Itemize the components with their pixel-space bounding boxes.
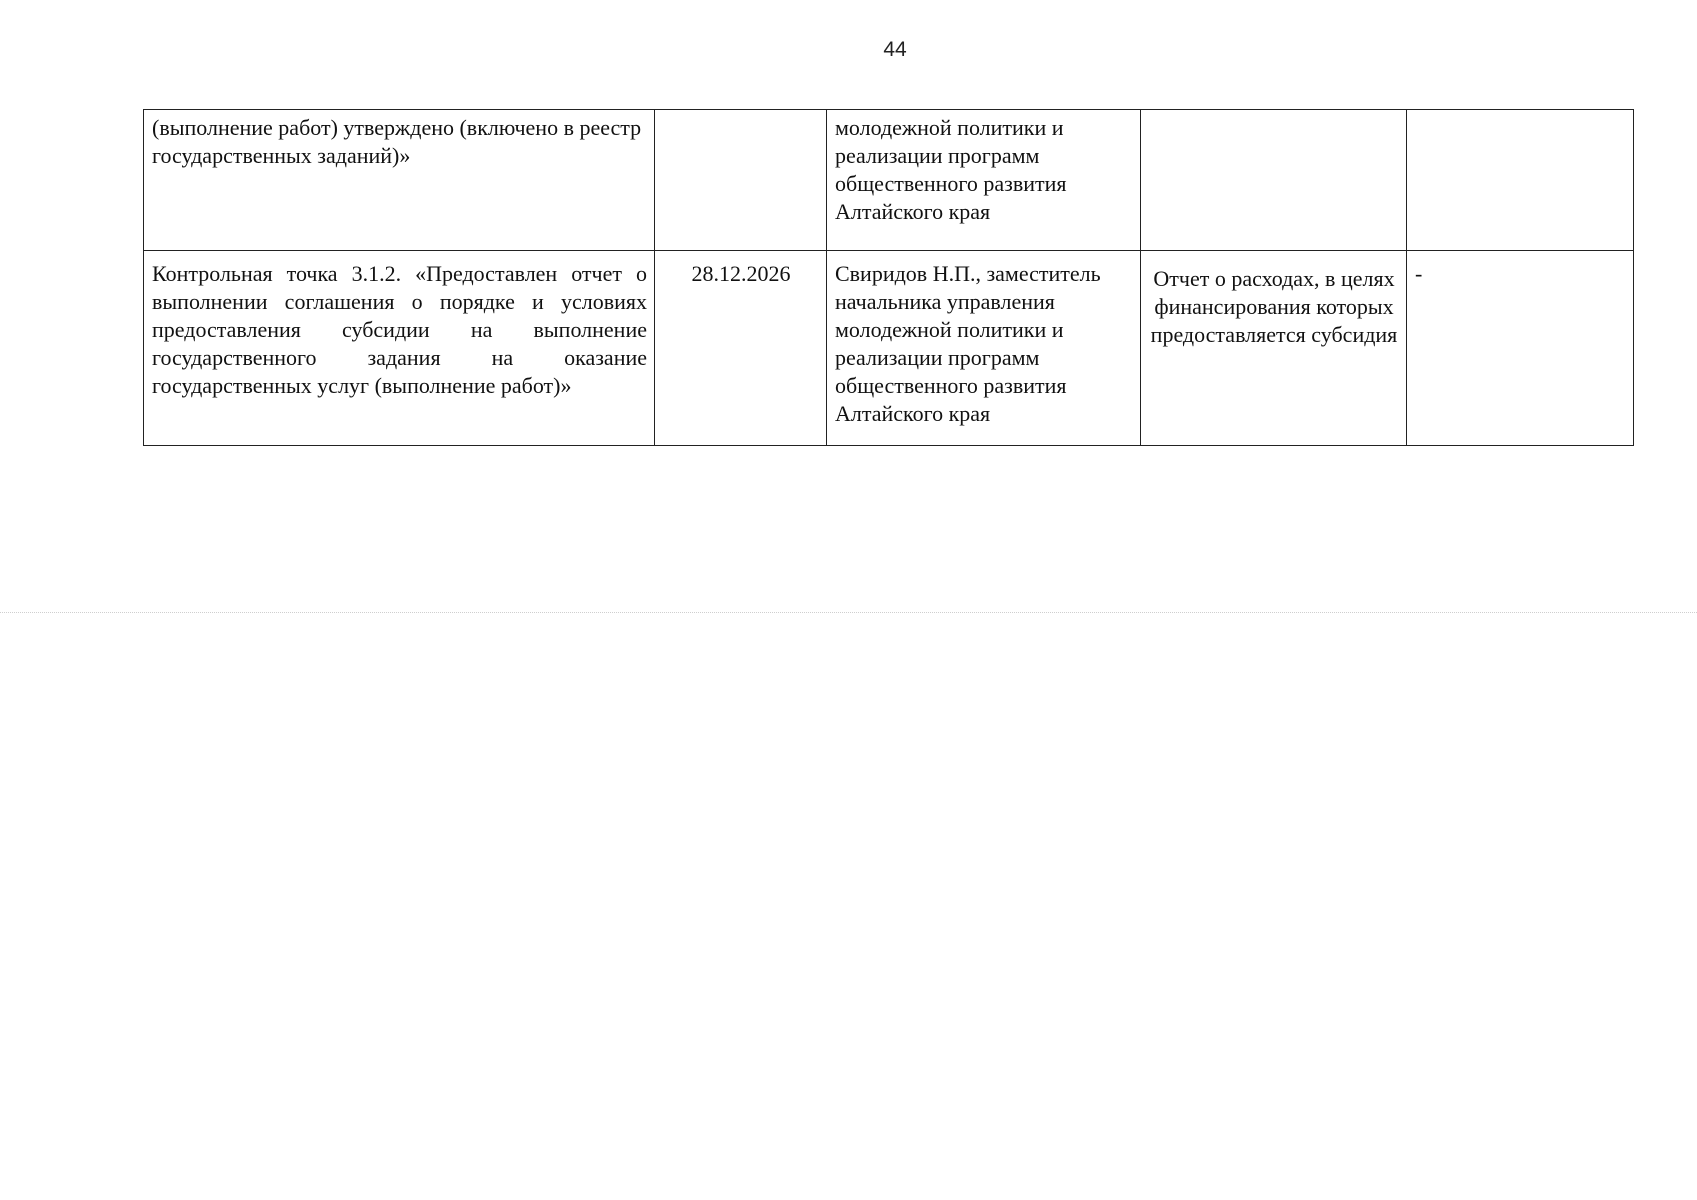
cell-responsible: Свиридов Н.П., заместитель начальника управления молодежной политики и реализации программ общественного развития Алтайского края — [827, 251, 1141, 446]
cell-name: Контрольная точка 3.1.2. «Предоставлен отчет о выполнении соглашения о порядке и условиях предоставления субсидии на выполнение государственного задания на оказание государственных услуг (выполнение работ)» — [144, 251, 655, 446]
cell-result: Отчет о расходах, в целях финансирования которых предоставляется субсидия — [1141, 251, 1407, 446]
table-row — [144, 110, 1634, 251]
control-points-table — [143, 109, 1634, 446]
cell-date: 28.12.2026 — [655, 251, 827, 446]
cell-date — [655, 110, 827, 251]
cell-note: - — [1407, 251, 1634, 446]
cell-name: (выполнение работ) утверждено (включено в реестр государственных заданий)» — [144, 110, 655, 251]
cell-responsible: молодежной политики и реализации программ общественного развития Алтайского края — [827, 110, 1141, 251]
table-row — [144, 251, 1634, 446]
scan-artifact-line — [0, 612, 1697, 613]
cell-note — [1407, 110, 1634, 251]
cell-result — [1141, 110, 1407, 251]
page-number: 44 — [883, 38, 907, 61]
